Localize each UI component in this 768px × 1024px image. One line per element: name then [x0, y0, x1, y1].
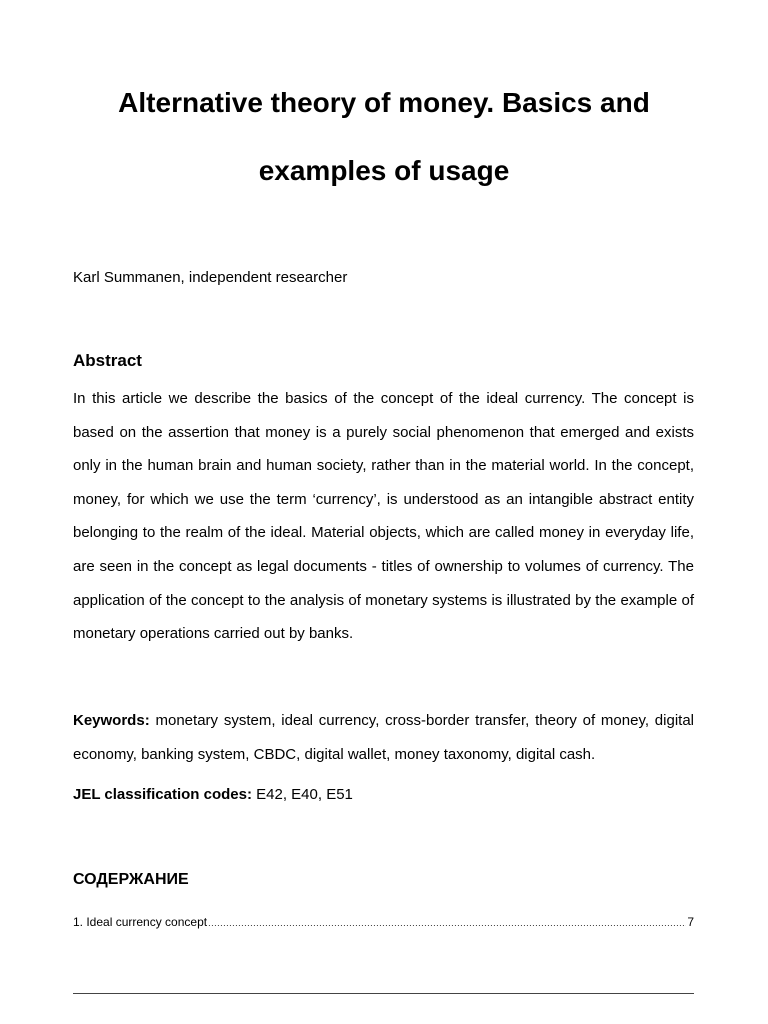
- keywords-text: monetary system, ideal currency, cross-border transfer, theory of money, digital economy, banking system, CBDC, digital wallet, money taxonomy, digital cash.: [73, 712, 695, 763]
- jel-codes-text: E42, E40, E51: [256, 786, 353, 803]
- abstract-body: In this article we describe the basics of the concept of the ideal currency. The concept is based on the assertion that money is a purely social phenomenon that emerged and exists only in the human brain and human society, rather than in the material world. In the concept, money, for which we use the term ‘currency’, is understood as an intangible abstract entity belonging to the realm of the ideal. Material objects, which are called money in everyday life, are seen in the concept as legal documents - titles of ownership to volumes of currency. The application of the concept to the analysis of monetary systems is illustrated by the example of monetary operations carried out by banks.: [73, 390, 694, 643]
- toc-entry-page: 7: [687, 915, 694, 929]
- toc-entry[interactable]: [73, 913, 694, 932]
- footnote-separator-line: [73, 993, 694, 994]
- document-title-line-1: Alternative theory of money. Basics and: [118, 87, 650, 118]
- keywords-label: Keywords:: [73, 712, 150, 729]
- toc-entry-label: 1. Ideal currency concept: [73, 915, 208, 929]
- abstract-heading: Abstract: [73, 351, 142, 370]
- jel-codes-label: JEL classification codes:: [73, 786, 252, 803]
- toc-leader-dots: [208, 914, 686, 932]
- jel-codes-paragraph: [73, 785, 353, 805]
- keywords-paragraph: [73, 704, 694, 771]
- toc-heading: СОДЕРЖАНИЕ: [73, 871, 189, 888]
- document-title-line-2: examples of usage: [258, 155, 510, 186]
- author-line: Karl Summanen, independent researcher: [73, 269, 348, 286]
